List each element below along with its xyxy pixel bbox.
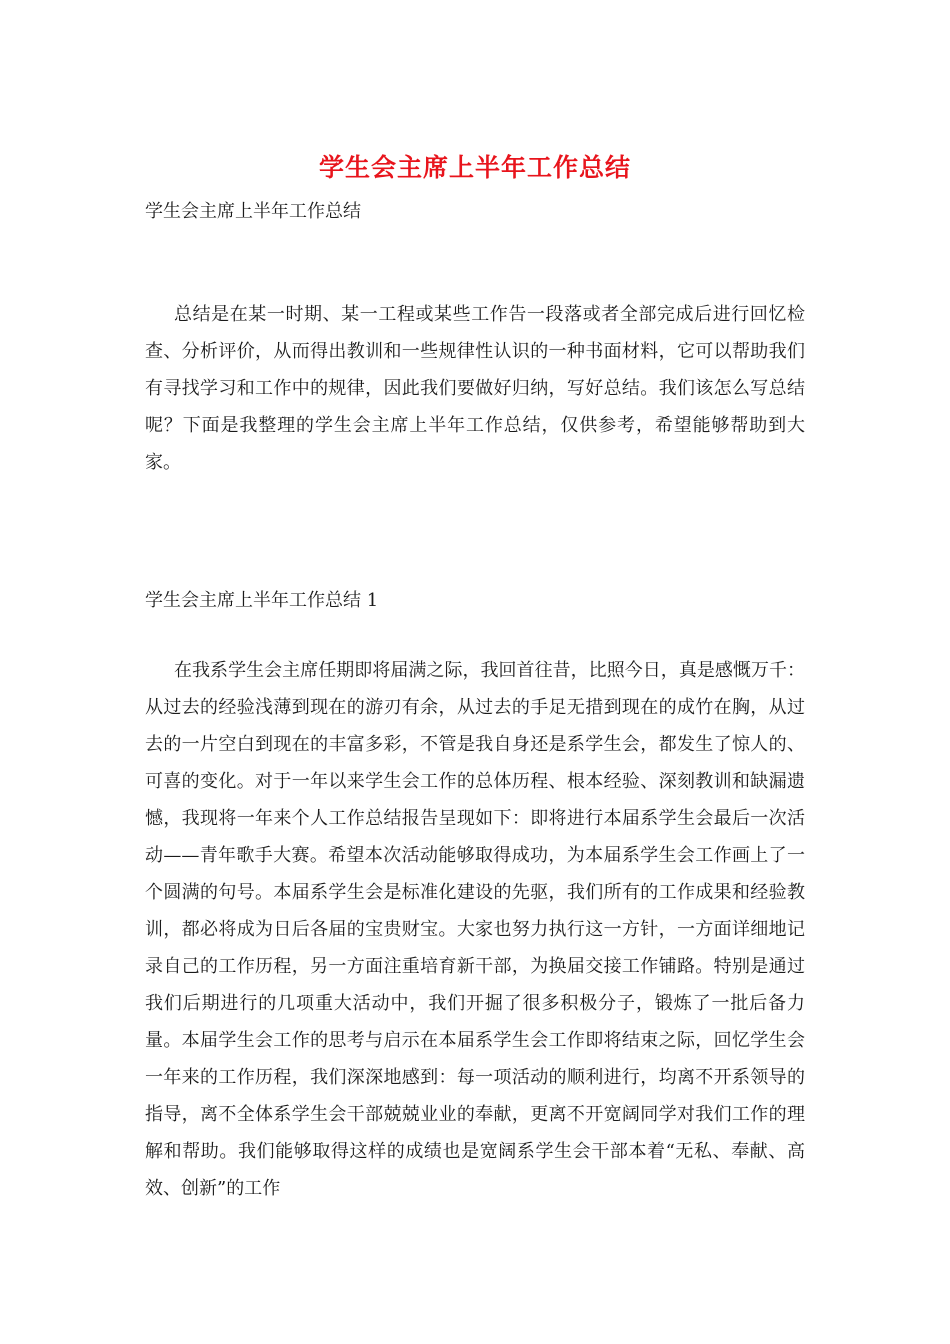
body-paragraph: 在我系学生会主席任期即将届满之际，我回首往昔，比照今日，真是感慨万千：从过去的经验浅薄到现在的游刃有余，从过去的手足无措到现在的成竹在胸，从过去的一片空白到现在的丰富多彩，不管是我自身还是系学生会，都发生了惊人的、可喜的变化。对于一年以来学生会工作的总体历程、根本经验、深刻教训和缺漏遗憾，我现将一年来个人工作总结报告呈现如下：即将进行本届系学生会最后一次活动——青年歌手大赛。希望本次活动能够取得成功，为本届系学生会工作画上了一个圆满的句号。本届系学生会是标准化建设的先驱，我们所有的工作成果和经验教训，都必将成为日后各届的宝贵财宝。大家也努力执行这一方针，一方面详细地记录自己的工作历程，另一方面注重培育新干部，为换届交接工作铺路。特别是通过我们后期进行的几项重大活动中，我们开掘了很多积极分子，锻炼了一批后备力量。本届学生会工作的思考与启示在本届系学生会工作即将结束之际，回忆学生会一年来的工作历程，我们深深地感到：每一项活动的顺利进行，均离不开系领导的指导，离不全体系学生会干部兢兢业业的奉献，更离不开宽阔同学对我们工作的理解和帮助。我们能够取得这样的成绩也是宽阔系学生会干部本着“无私、奉献、高效、创新”的工作 — [145, 660, 805, 1199]
intro-paragraph: 总结是在某一时期、某一工程或某些工作告一段落或者全部完成后进行回忆检查、分析评价，从而得出教训和一些规律性认识的一种书面材料，它可以帮助我们有寻找学习和工作中的规律，因此我们要做好归纳，写好总结。我们该怎么写总结呢？下面是我整理的学生会主席上半年工作总结，仅供参考，希望能够帮助到大家。 — [145, 304, 805, 473]
document-subtitle: 学生会主席上半年工作总结 — [145, 201, 361, 222]
section-heading: 学生会主席上半年工作总结 1 — [145, 590, 379, 611]
document-title: 学生会主席上半年工作总结 — [318, 153, 631, 182]
